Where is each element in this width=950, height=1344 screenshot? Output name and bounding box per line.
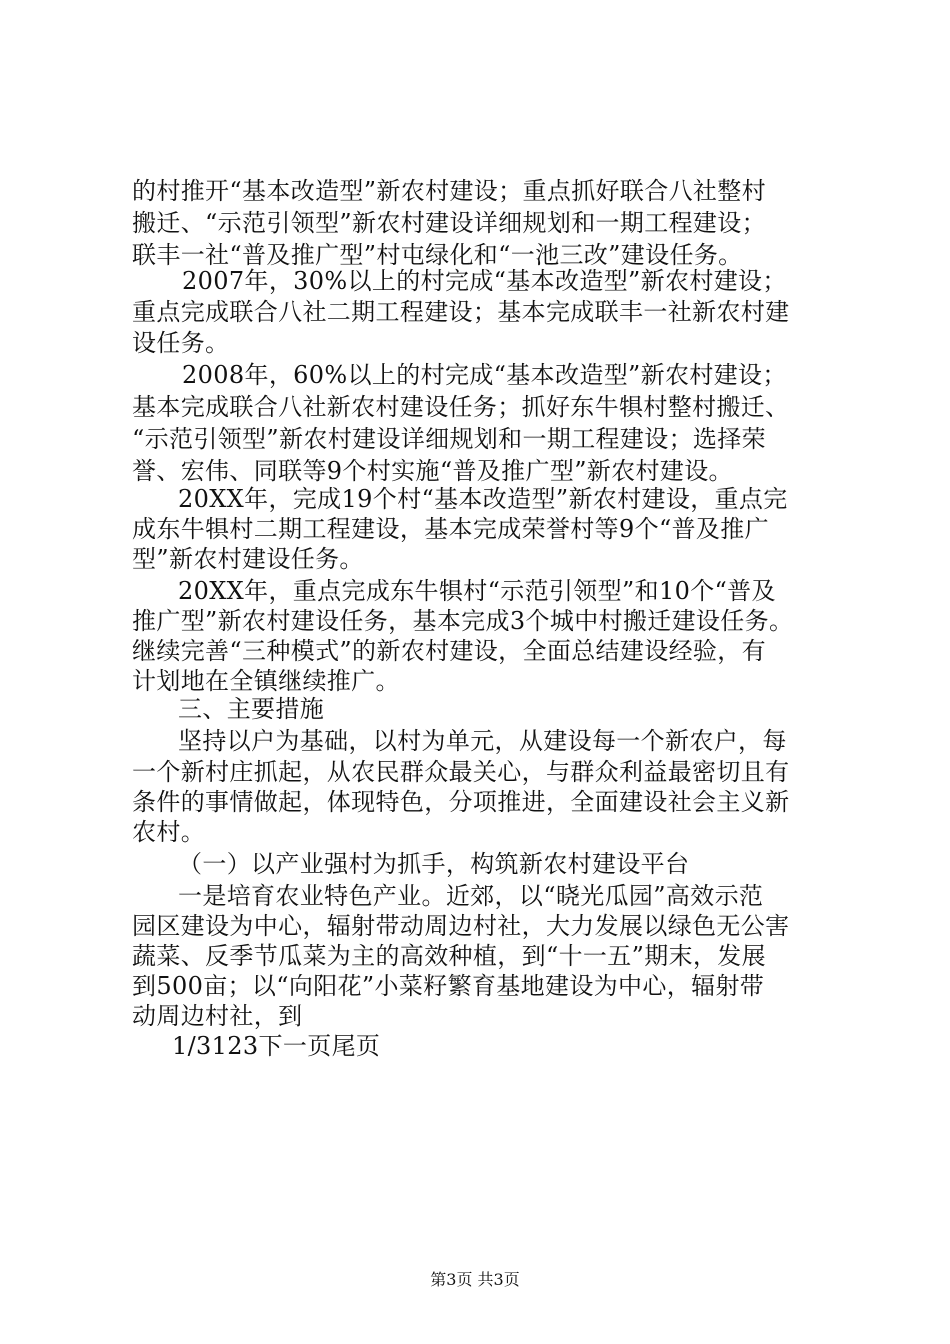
subsection-heading: （一）以产业强村为抓手，构筑新农村建设平台 — [178, 850, 690, 878]
text-line-5: 重点完成联合八社二期工程建设；基本完成联丰一社新农村建 — [132, 298, 790, 326]
text-line-25: 园区建设为中心，辐射带动周边村社，大力发展以绿色无公害 — [132, 912, 790, 940]
section-heading: 三、主要措施 — [178, 695, 325, 723]
pagination-text: 1/3123下一页尾页 — [172, 1032, 381, 1060]
text-line-20: 一个新村庄抓起，从农民群众最关心，与群众利益最密切且有 — [132, 758, 790, 786]
text-line-10: 誉、宏伟、同联等9个村实施“普及推广型”新农村建设。 — [132, 457, 733, 485]
text-line-2: 搬迁、“示范引领型”新农村建设详细规划和一期工程建设； — [132, 209, 766, 237]
text-line-4: 2007年，30%以上的村完成“基本改造型”新农村建设； — [182, 267, 787, 295]
text-line-16: 继续完善“三种模式”的新农村建设，全面总结建设经验，有 — [132, 637, 766, 665]
text-line-19: 坚持以户为基础，以村为单元，从建设每一个新农户，每 — [178, 727, 787, 755]
text-line-1: 的村推开“基本改造型”新农村建设；重点抓好联合八社整村 — [132, 177, 766, 205]
text-line-12: 成东牛犋村二期工程建设，基本完成荣誉村等9个“普及推广 — [132, 515, 769, 543]
text-line-7: 2008年，60%以上的村完成“基本改造型”新农村建设； — [182, 361, 787, 389]
text-line-8: 基本完成联合八社新农村建设任务；抓好东牛犋村整村搬迁、 — [132, 393, 790, 421]
text-line-21: 条件的事情做起，体现特色，分项推进，全面建设社会主义新 — [132, 788, 790, 816]
text-line-14: 20XX年，重点完成东牛犋村“示范引领型”和10个“普及 — [178, 577, 776, 605]
text-line-27: 到500亩；以“向阳花”小菜籽繁育基地建设为中心，辐射带 — [132, 972, 765, 1000]
page-footer: 第3页 共3页 — [430, 1270, 520, 1289]
text-line-24: 一是培育农业特色产业。近郊，以“晓光瓜园”高效示范 — [178, 882, 764, 910]
text-line-17: 计划地在全镇继续推广。 — [132, 667, 400, 695]
text-line-13: 型”新农村建设任务。 — [132, 545, 364, 573]
text-line-15: 推广型”新农村建设任务，基本完成3个城中村搬迁建设任务。 — [132, 607, 794, 635]
text-line-22: 农村。 — [132, 818, 206, 846]
text-line-11: 20XX年，完成19个村“基本改造型”新农村建设，重点完 — [178, 485, 788, 513]
text-line-26: 蔬菜、反季节瓜菜为主的高效种植，到“十一五”期末，发展 — [132, 942, 766, 970]
text-line-6: 设任务。 — [132, 329, 230, 357]
text-line-3: 联丰一社“普及推广型”村屯绿化和“一池三改”建设任务。 — [132, 241, 743, 269]
text-line-9: “示范引领型”新农村建设详细规划和一期工程建设；选择荣 — [132, 425, 766, 453]
text-line-28: 动周边村社，到 — [132, 1002, 303, 1030]
